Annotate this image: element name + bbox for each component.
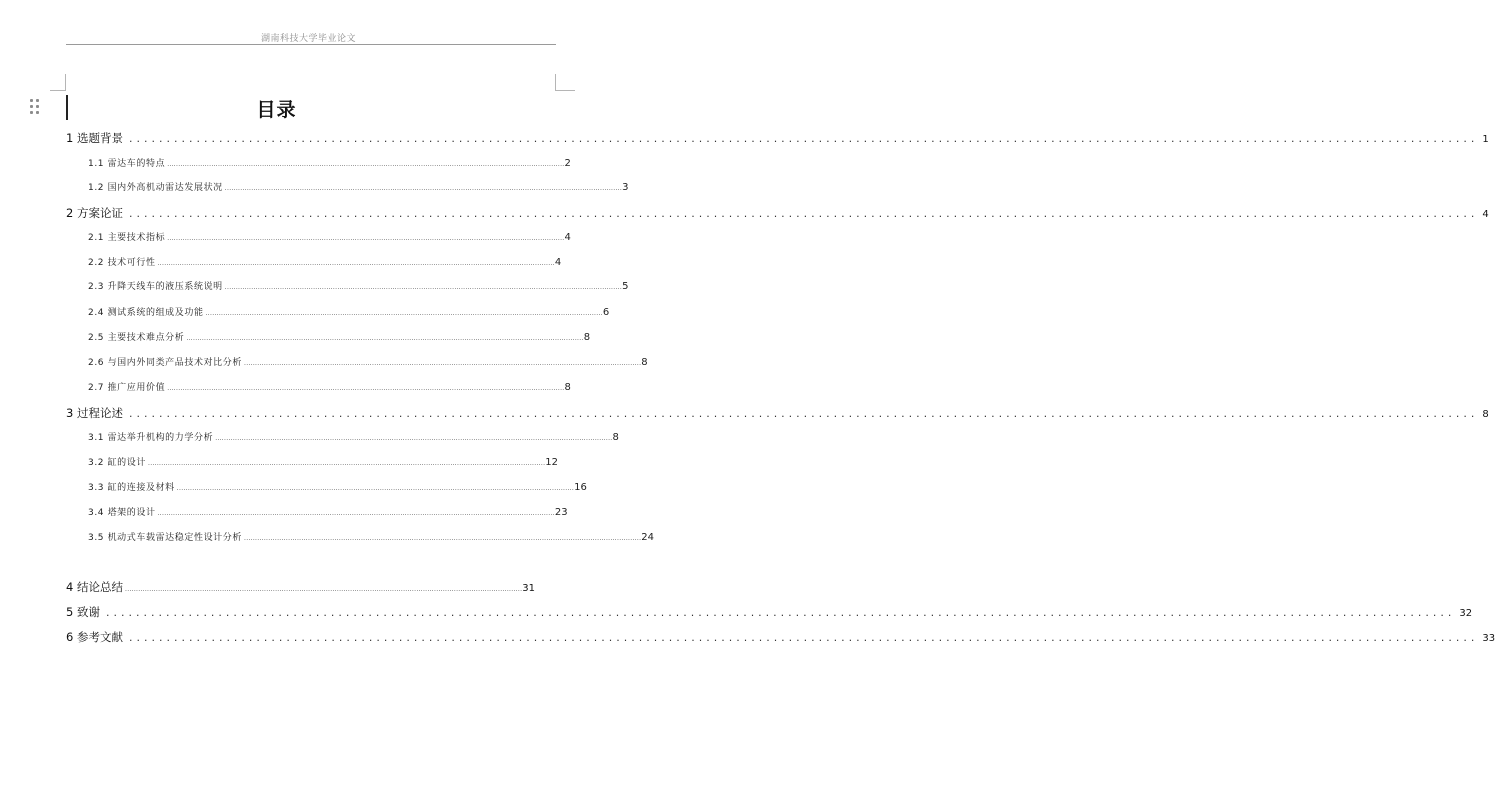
toc-entry-page: 24 [641, 532, 655, 543]
toc-entry-page: 8 [612, 432, 619, 443]
toc-entry-page: 31 [522, 583, 536, 594]
toc-dot-leader: .................................................................................................................................................................................... [157, 510, 555, 517]
toc-entry-label: 1.1 雷达车的特点 [88, 159, 166, 169]
toc-entry-label: 1 选题背景 [66, 131, 123, 145]
toc-entry-label: 3.1 雷达举升机构的力学分析 [88, 433, 214, 443]
toc-dot-leader: .................................................................................................................................................................................... [167, 385, 565, 392]
toc-entry-page: 12 [545, 457, 559, 468]
toc-entry[interactable] [88, 230, 571, 243]
toc-dot-leader: .................................................................................................................................................................................... [147, 460, 546, 467]
toc-entry-page: 6 [602, 307, 610, 318]
toc-entry-page: 8 [1482, 409, 1489, 420]
toc-entry-page: 33 [1482, 633, 1495, 644]
toc-entry-label: 2 方案论证 [66, 206, 123, 220]
crop-mark-top-left [65, 74, 66, 91]
toc-entry[interactable] [88, 255, 562, 268]
toc-entry-label: 3 过程论述 [66, 406, 123, 420]
toc-entry[interactable] [66, 629, 1495, 645]
toc-entry-page: 4 [564, 232, 571, 243]
toc-entry[interactable] [88, 480, 587, 493]
toc-entry-label: 2.7 推广应用价值 [88, 383, 166, 393]
toc-entry-page: 4 [1482, 209, 1489, 220]
toc-dot-leader: .................................................................................................................................................................................... [167, 161, 565, 168]
page-header: 湖南科技大学毕业论文 [260, 34, 356, 44]
toc-dot-leader: .................................................................................................................................................................................... [186, 335, 584, 342]
toc-dot-leader: .................................................................................................................................................................................... [243, 535, 642, 542]
crop-mark-top-left-h [50, 90, 66, 91]
toc-entry-page: 23 [554, 507, 568, 518]
toc-dot-leader: .................................................................................................................................................................................... [128, 132, 1479, 145]
toc-dot-leader: .................................................................................................................................................................................... [243, 360, 642, 367]
toc-dot-leader: .................................................................................................................................................................................... [128, 207, 1479, 220]
toc-entry[interactable] [88, 530, 655, 543]
toc-entry-label: 6 参考文献 [66, 630, 123, 644]
toc-entry[interactable] [66, 604, 1473, 620]
toc-entry-label: 3.3 缸的连接及材料 [88, 483, 175, 493]
crop-mark-top-right-h [555, 90, 575, 91]
toc-entry[interactable] [66, 205, 1489, 221]
toc-dot-leader: .................................................................................................................................................................................... [105, 606, 1456, 619]
toc-dot-leader: .................................................................................................................................................................................... [205, 310, 603, 317]
toc-dot-leader: .................................................................................................................................................................................... [124, 586, 523, 593]
toc-entry-page: 16 [574, 482, 587, 493]
toc-entry-page: 8 [583, 332, 591, 343]
toc-entry[interactable] [88, 430, 619, 443]
toc-entry-label: 1.2 国内外高机动雷达发展状况 [88, 183, 223, 193]
toc-entry-label: 2.3 升降天线车的液压系统说明 [88, 282, 223, 292]
toc-entry-label: 4 结论总结 [66, 580, 123, 594]
toc-entry-page: 8 [564, 382, 571, 393]
toc-entry-label: 3.5 机动式车载雷达稳定性设计分析 [88, 533, 242, 543]
toc-entry-page: 1 [1482, 134, 1489, 145]
toc-entry-label: 5 致谢 [66, 605, 100, 619]
toc-entry-label: 2.2 技术可行性 [88, 258, 156, 268]
toc-entry[interactable] [66, 130, 1489, 146]
toc-dot-leader: .................................................................................................................................................................................... [224, 185, 623, 192]
toc-entry-label: 3.4 塔架的设计 [88, 508, 156, 518]
toc-dot-leader: .................................................................................................................................................................................... [215, 435, 613, 442]
toc-entry-page: 5 [622, 281, 629, 292]
toc-entry-label: 2.4 测试系统的组成及功能 [88, 308, 204, 318]
toc-entry-label: 2.5 主要技术难点分析 [88, 333, 185, 343]
toc-entry[interactable] [88, 455, 559, 468]
toc-dot-leader: .................................................................................................................................................................................... [176, 485, 575, 492]
toc-dot-leader: .................................................................................................................................................................................... [128, 631, 1479, 644]
toc-dot-leader: .................................................................................................................................................................................... [167, 235, 565, 242]
toc-entry[interactable] [88, 180, 629, 193]
toc-entry-page: 2 [564, 158, 571, 169]
toc-entry-page: 4 [554, 257, 562, 268]
toc-entry-page: 32 [1459, 608, 1473, 619]
toc-entry[interactable] [88, 355, 648, 368]
toc-entry[interactable] [66, 579, 536, 595]
toc-dot-leader: .................................................................................................................................................................................... [128, 407, 1479, 420]
toc-entry[interactable] [66, 405, 1489, 421]
crop-mark-top-right [555, 74, 556, 91]
toc-entry[interactable] [88, 505, 568, 518]
toc-entry-label: 3.2 缸的设计 [88, 458, 146, 468]
toc-entry-page: 8 [641, 357, 648, 368]
toc-entry[interactable] [88, 330, 591, 343]
toc-entry[interactable] [88, 279, 629, 292]
toc-entry[interactable] [88, 305, 610, 318]
toc-dot-leader: .................................................................................................................................................................................... [224, 284, 623, 291]
toc-title: 目录 [256, 99, 297, 121]
toc-dot-leader: .................................................................................................................................................................................... [157, 260, 555, 267]
header-divider [66, 44, 556, 45]
toc-entry-label: 2.6 与国内外同类产品技术对比分析 [88, 358, 242, 368]
toc-entry-page: 3 [622, 182, 629, 193]
toc-entry-label: 2.1 主要技术指标 [88, 233, 166, 243]
toc-entry[interactable] [88, 380, 571, 393]
toc-entry[interactable] [88, 156, 571, 169]
